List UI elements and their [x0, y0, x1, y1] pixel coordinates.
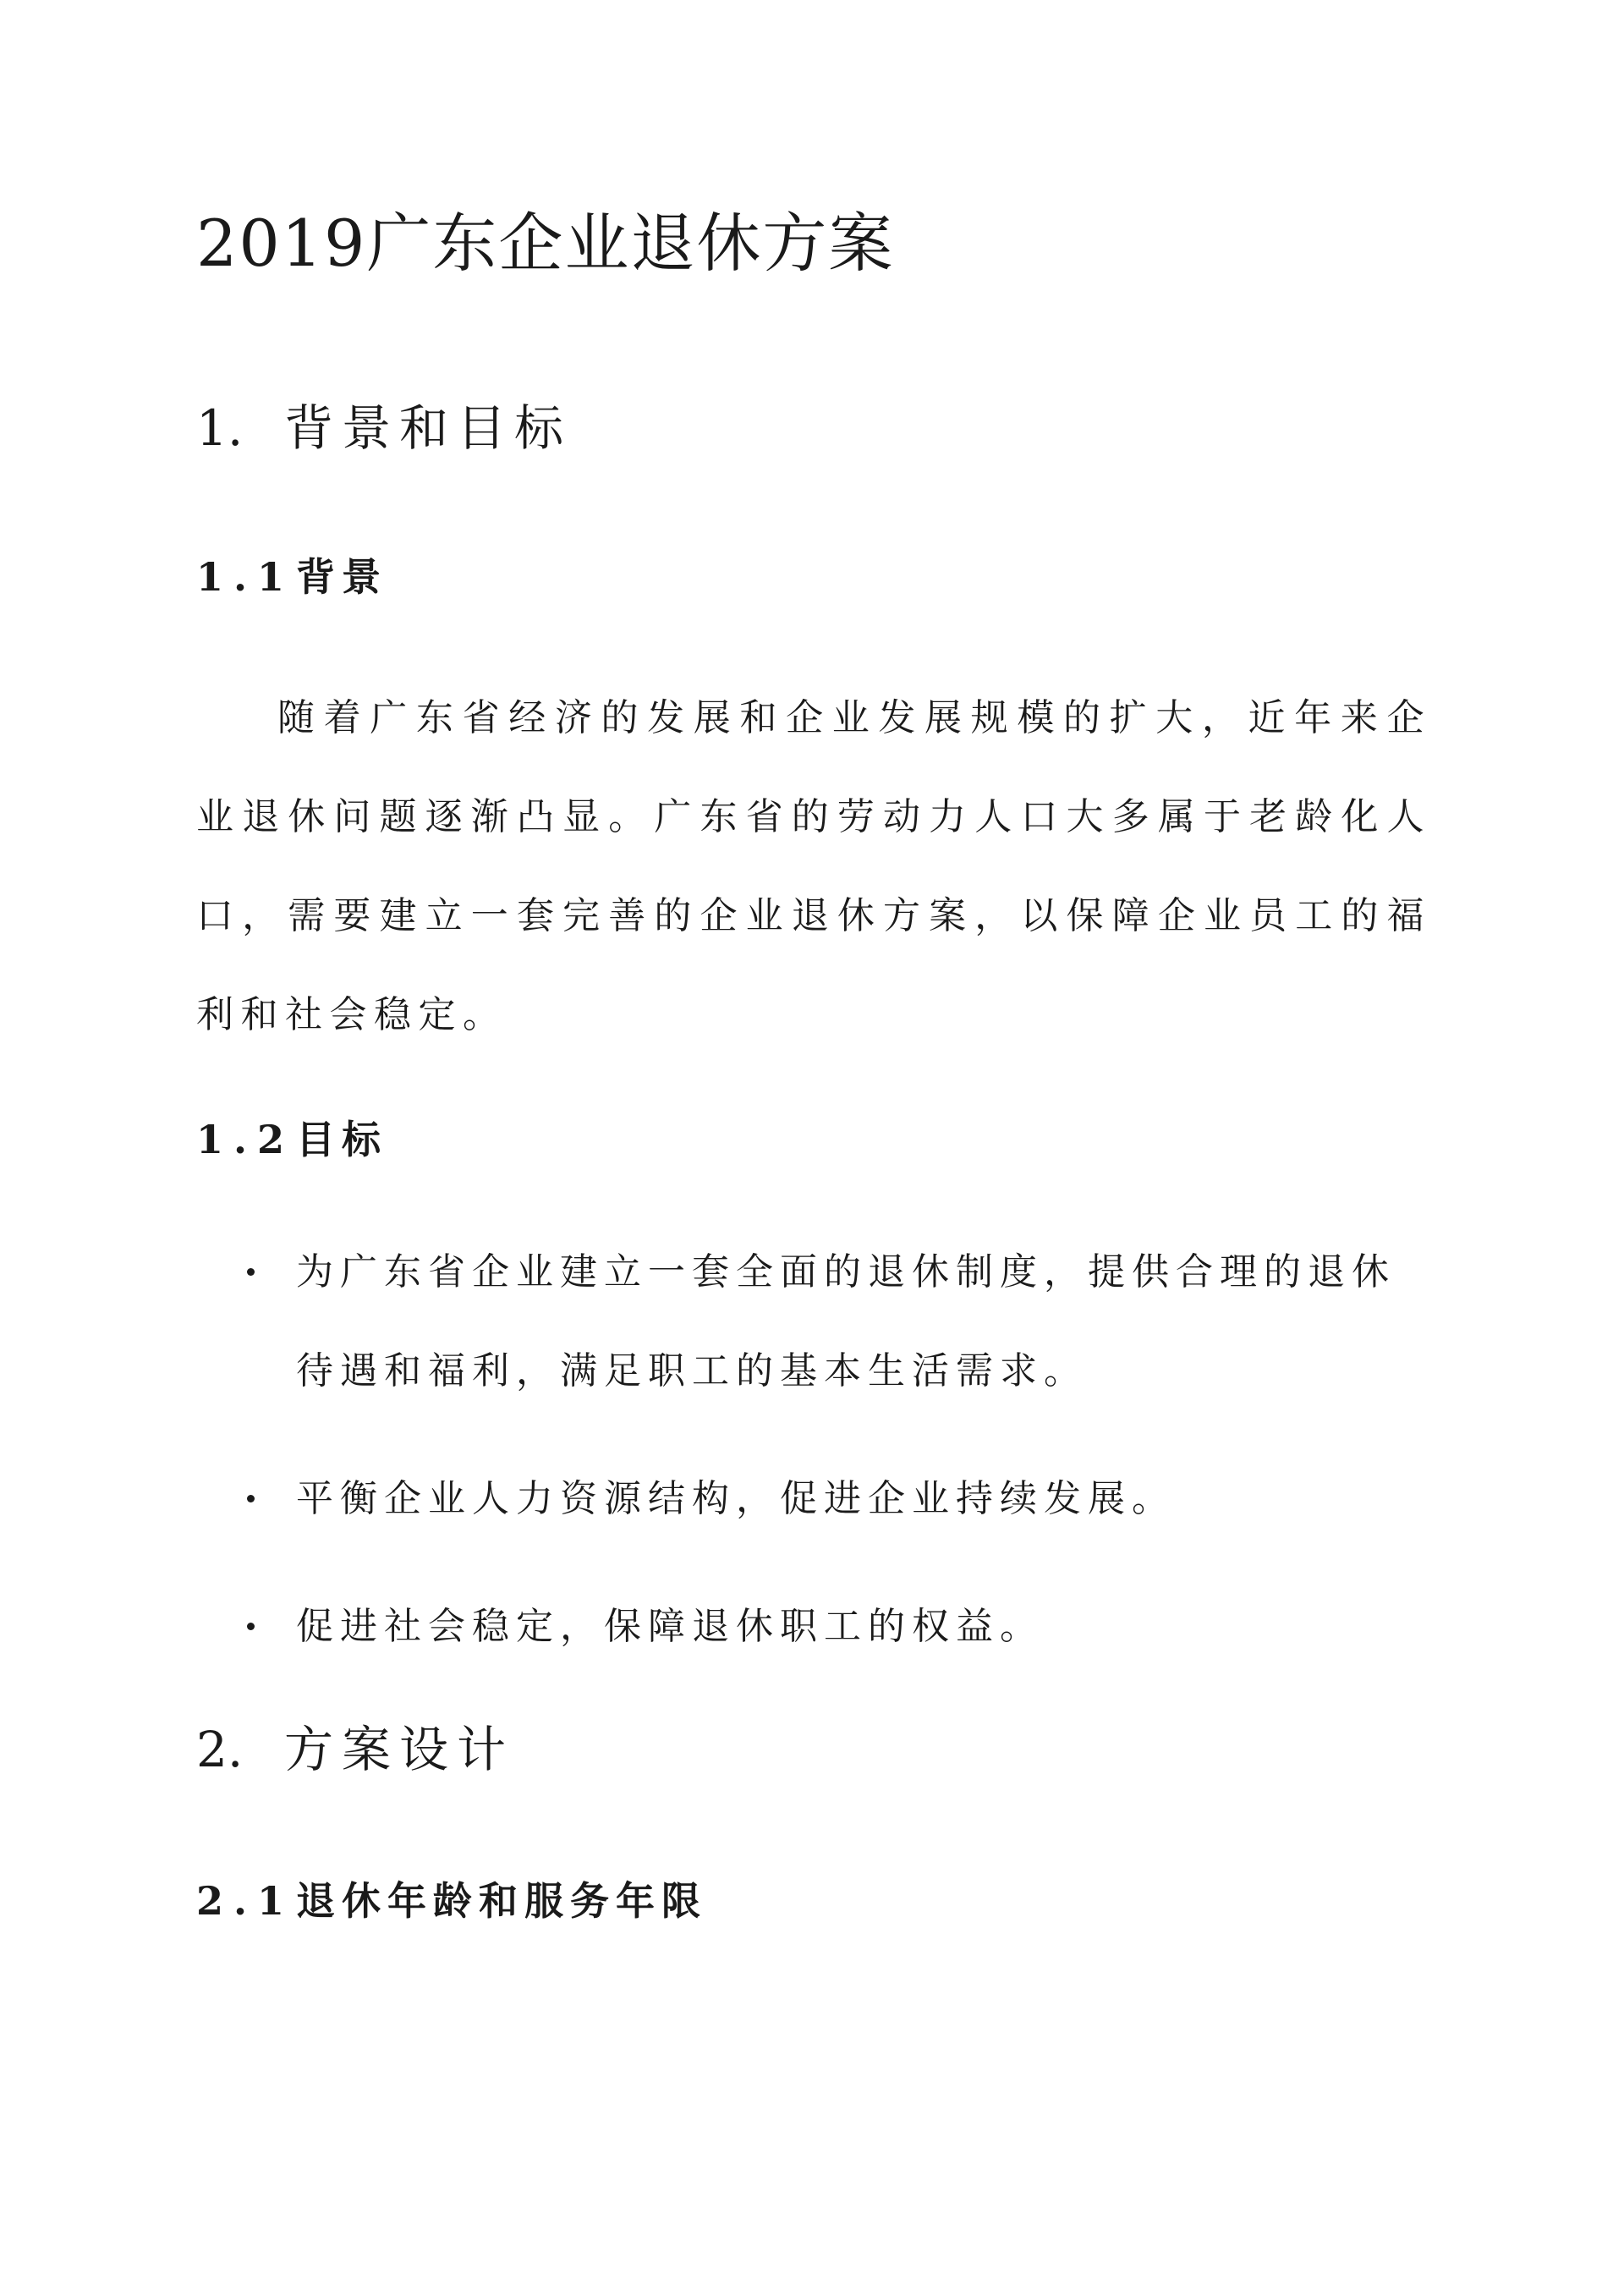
section-2-number: 2. — [196, 1721, 244, 1778]
list-item-text: 平衡企业人力资源结构，促进企业持续发展。 — [296, 1477, 1176, 1520]
section-1-heading — [196, 394, 572, 462]
document-title: 2019广东企业退休方案 — [196, 206, 895, 281]
section-2-heading — [196, 1716, 514, 1783]
list-item — [196, 1449, 1413, 1548]
background-paragraph: 随着广东省经济的发展和企业发展规模的扩大，近年来企业退休问题逐渐凸显。广东省的劳动力人口大多属于老龄化人口，需要建立一套完善的企业退休方案，以保障企业员工的福利和社会稳定。 — [196, 696, 1431, 1036]
section-1-2-number: 1.2 — [196, 1117, 295, 1162]
section-1-2-title: 目标 — [296, 1117, 387, 1162]
section-2-title: 方案设计 — [284, 1721, 515, 1778]
goals-list — [196, 1222, 1431, 1705]
list-item — [196, 1577, 1413, 1676]
section-1-title: 背景和目标 — [284, 399, 573, 457]
bullet-icon — [247, 1268, 255, 1276]
section-1-1-number: 1.1 — [196, 554, 295, 600]
bullet-icon — [247, 1495, 255, 1502]
section-1-number: 1. — [196, 399, 244, 457]
section-1-1-title: 背景 — [296, 554, 387, 600]
bullet-icon — [247, 1623, 255, 1630]
section-2-1-number: 2.1 — [196, 1878, 295, 1924]
section-1-2-heading — [196, 1112, 387, 1167]
section-2-1-title: 退休年龄和服务年限 — [296, 1878, 707, 1924]
section-1-1-heading — [196, 550, 387, 604]
section-2-1-heading — [196, 1874, 707, 1928]
list-item-text: 促进社会稳定，保障退休职工的权益。 — [296, 1605, 1044, 1648]
list-item-text: 为广东省企业建立一套全面的退休制度，提供合理的退休待遇和福利，满足职工的基本生活需求。 — [296, 1250, 1396, 1392]
list-item — [196, 1222, 1413, 1420]
